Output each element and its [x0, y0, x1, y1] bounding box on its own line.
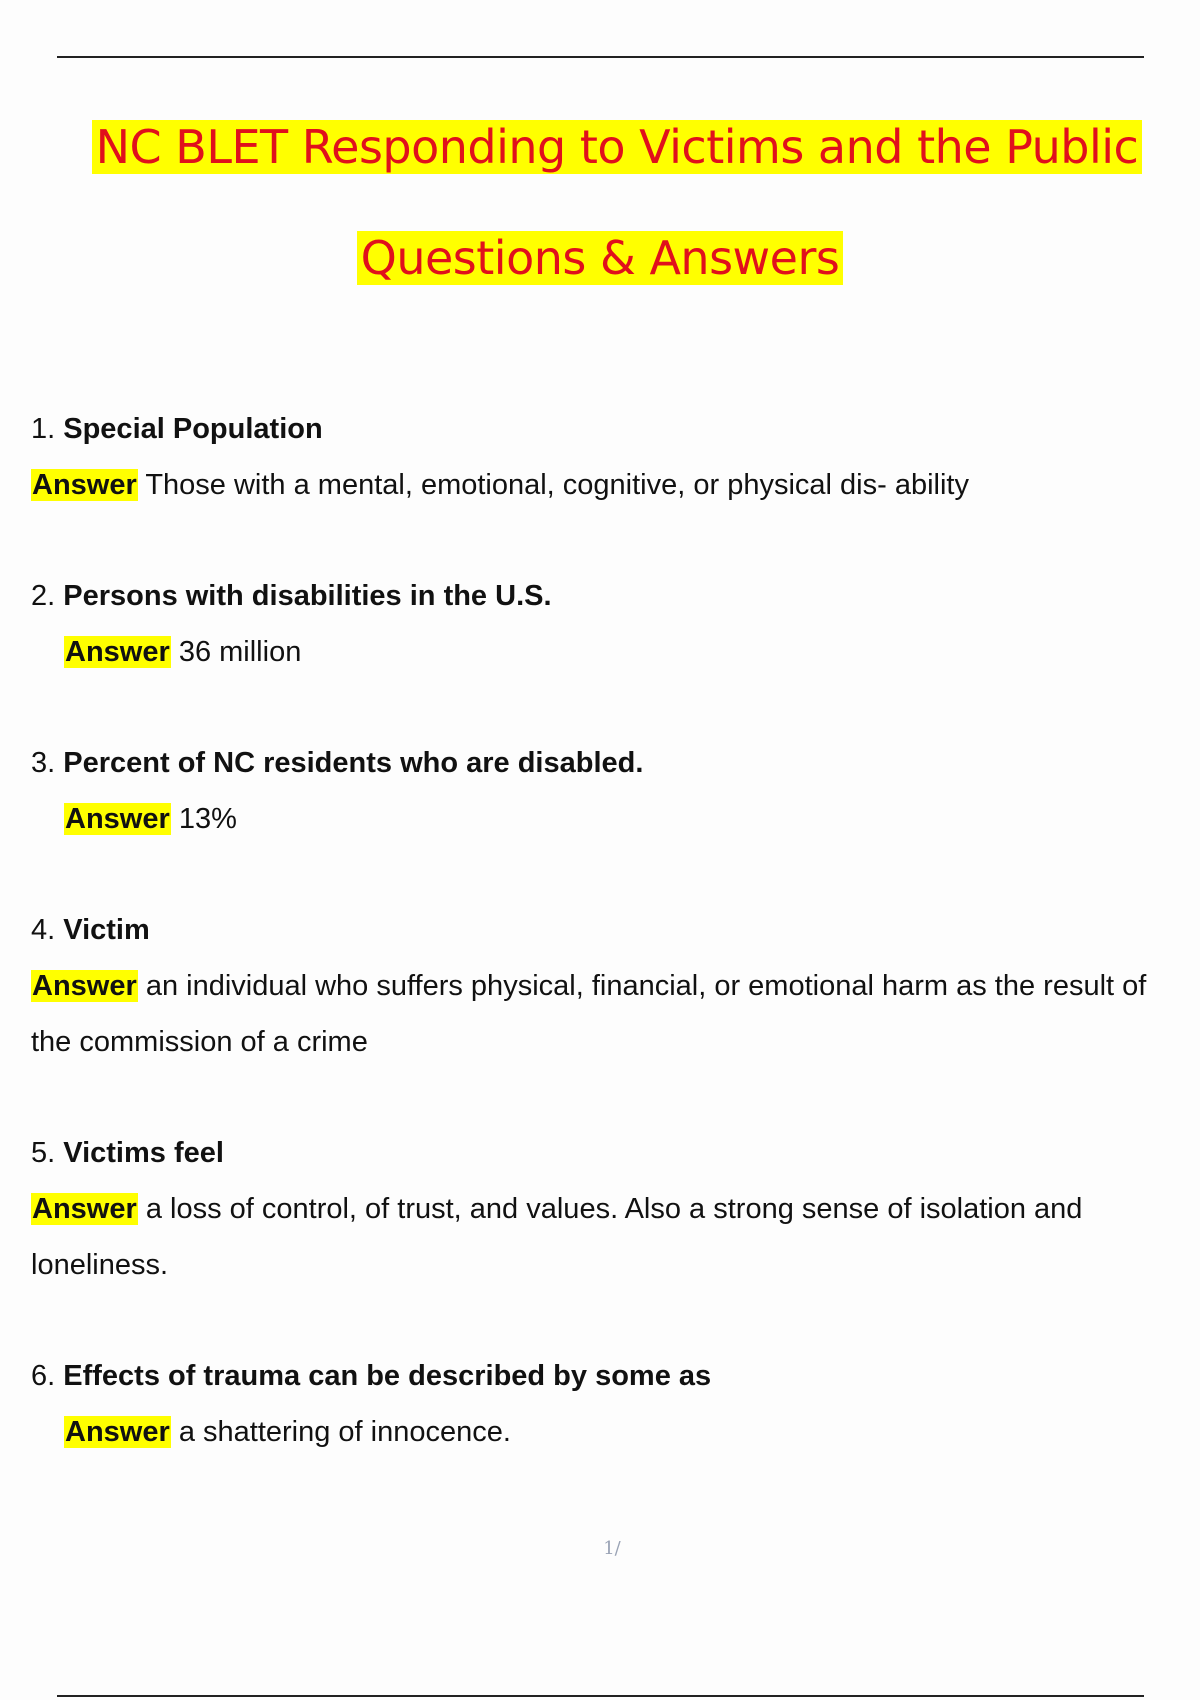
qa-item-3	[31, 735, 1171, 847]
answer-label: Answer	[32, 970, 137, 1002]
answer	[31, 791, 1171, 847]
question-text: Victims feel	[63, 1137, 224, 1169]
question-text: Victim	[63, 914, 150, 946]
answer	[31, 958, 1171, 1070]
answer	[31, 1181, 1171, 1293]
qa-item-2	[31, 568, 1171, 680]
answer-label: Answer	[65, 636, 170, 668]
top-rule	[57, 56, 1144, 58]
question-number: 4.	[31, 914, 56, 946]
answer	[31, 1404, 1171, 1460]
title-line-2	[0, 222, 1200, 294]
answer	[31, 624, 1171, 680]
answer-label: Answer	[65, 1416, 170, 1448]
question	[31, 1125, 1171, 1181]
question-number: 6.	[31, 1360, 56, 1392]
question-number: 1.	[31, 413, 56, 445]
answer-text: an individual who suffers physical, financial, or emotional harm as the result of the commission of a crime	[31, 970, 1147, 1058]
answer-text: Those with a mental, emotional, cognitive, or physical dis- ability	[145, 469, 969, 501]
question	[31, 568, 1171, 624]
bottom-rule	[57, 1695, 1144, 1697]
question-number: 3.	[31, 747, 56, 779]
question-number: 5.	[31, 1137, 56, 1169]
question-text: Special Population	[63, 413, 323, 445]
question-number: 2.	[31, 580, 56, 612]
question	[31, 902, 1171, 958]
answer-text: 13%	[178, 803, 237, 835]
qa-item-6	[31, 1348, 1171, 1460]
answer-label: Answer	[32, 1193, 137, 1225]
title-text-2: Questions & Answers	[357, 231, 844, 285]
title-line-1	[17, 111, 1200, 183]
question	[31, 735, 1171, 791]
qa-item-4	[31, 902, 1171, 1070]
answer-text: 36 million	[178, 636, 302, 668]
answer-label: Answer	[32, 469, 137, 501]
qa-item-5	[31, 1125, 1171, 1293]
answer-label: Answer	[65, 803, 170, 835]
answer-text: a shattering of innocence.	[178, 1416, 511, 1448]
answer-text: a loss of control, of trust, and values. Also a strong sense of isolation and loneliness.	[31, 1193, 1083, 1281]
qa-item-1	[31, 401, 1171, 513]
answer	[31, 457, 1171, 513]
question	[31, 401, 1171, 457]
question-text: Persons with disabilities in the U.S.	[63, 580, 552, 612]
title-text-1: NC BLET Responding to Victims and the Public	[92, 120, 1143, 174]
question-text: Effects of trauma can be described by some as	[63, 1360, 712, 1392]
page-number: 1/	[603, 1538, 621, 1559]
question	[31, 1348, 1171, 1404]
question-text: Percent of NC residents who are disabled.	[63, 747, 644, 779]
